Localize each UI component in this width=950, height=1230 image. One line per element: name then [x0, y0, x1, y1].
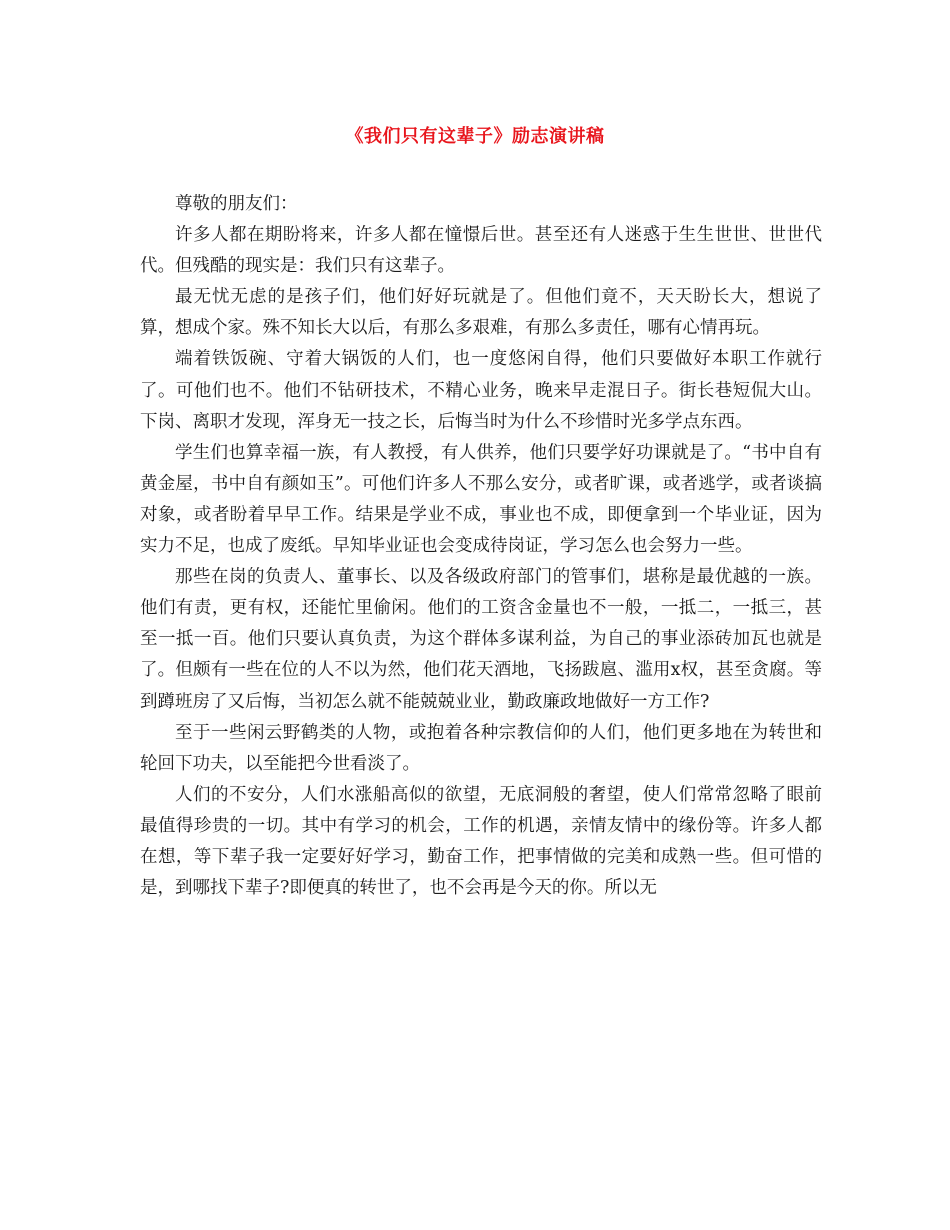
paragraph: 最无忧无虑的是孩子们，他们好好玩就是了。但他们竟不，天天盼长大，想说了算，想成个家。殊不知长大以后，有那么多艰难，有那么多责任，哪有心情再玩。 [140, 287, 822, 339]
paragraph: 人们的不安分，人们水涨船高似的欲望，无底洞般的奢望，使人们常常忽略了眼前最值得珍贵的一切。其中有学习的机会，工作的机遇，亲情友情中的缘份等。许多人都在想，等下辈子我一定要好好学习，勤奋工作，把事情做的完美和成熟一些。但可惜的是，到哪找下辈子?即便真的转世了，也不会再是今天的你。所以无 [140, 784, 822, 899]
paragraph: 端着铁饭碗、守着大锅饭的人们，也一度悠闲自得，他们只要做好本职工作就行了。可他们也不。他们不钻研技术，不精心业务，晚来早走混日子。街长巷短侃大山。下岗、离职才发现，浑身无一技之长，后悔当时为什么不珍惜时光多学点东西。 [140, 349, 822, 432]
paragraph: 学生们也算幸福一族，有人教授，有人供养，他们只要学好功课就是了。“书中自有黄金屋，书中自有颜如玉”。可他们许多人不那么安分，或者旷课，或者逃学，或者谈搞对象，或者盼着早早工作。结果是学业不成，事业也不成，即便拿到一个毕业证，因为实力不足，也成了废纸。早知毕业证也会变成待岗证，学习怎么也会努力一些。 [140, 442, 822, 557]
paragraph: 那些在岗的负责人、董事长、以及各级政府部门的管事们，堪称是最优越的一族。他们有责，更有权，还能忙里偷闲。他们的工资含金量也不一般，一抵二，一抵三，甚至一抵一百。他们只要认真负责，为这个群体多谋利益，为自己的事业添砖加瓦也就是了。但颇有一些在位的人不以为然，他们花天酒地，飞扬跋扈、滥用x权，甚至贪腐。等到蹲班房了又后悔，当初怎么就不能兢兢业业，勤政廉政地做好一方工作? [140, 567, 822, 712]
paragraph: 许多人都在期盼将来，许多人都在憧憬后世。甚至还有人迷惑于生生世世、世世代代。但残酷的现实是：我们只有这辈子。 [140, 225, 822, 277]
document-title: 《我们只有这辈子》励志演讲稿 [345, 126, 605, 147]
document-body [140, 189, 822, 904]
salutation: 尊敬的朋友们： [175, 194, 298, 214]
paragraph: 至于一些闲云野鹤类的人物，或抱着各种宗教信仰的人们，他们更多地在为转世和轮回下功夫，以至能把今世看淡了。 [140, 722, 822, 774]
